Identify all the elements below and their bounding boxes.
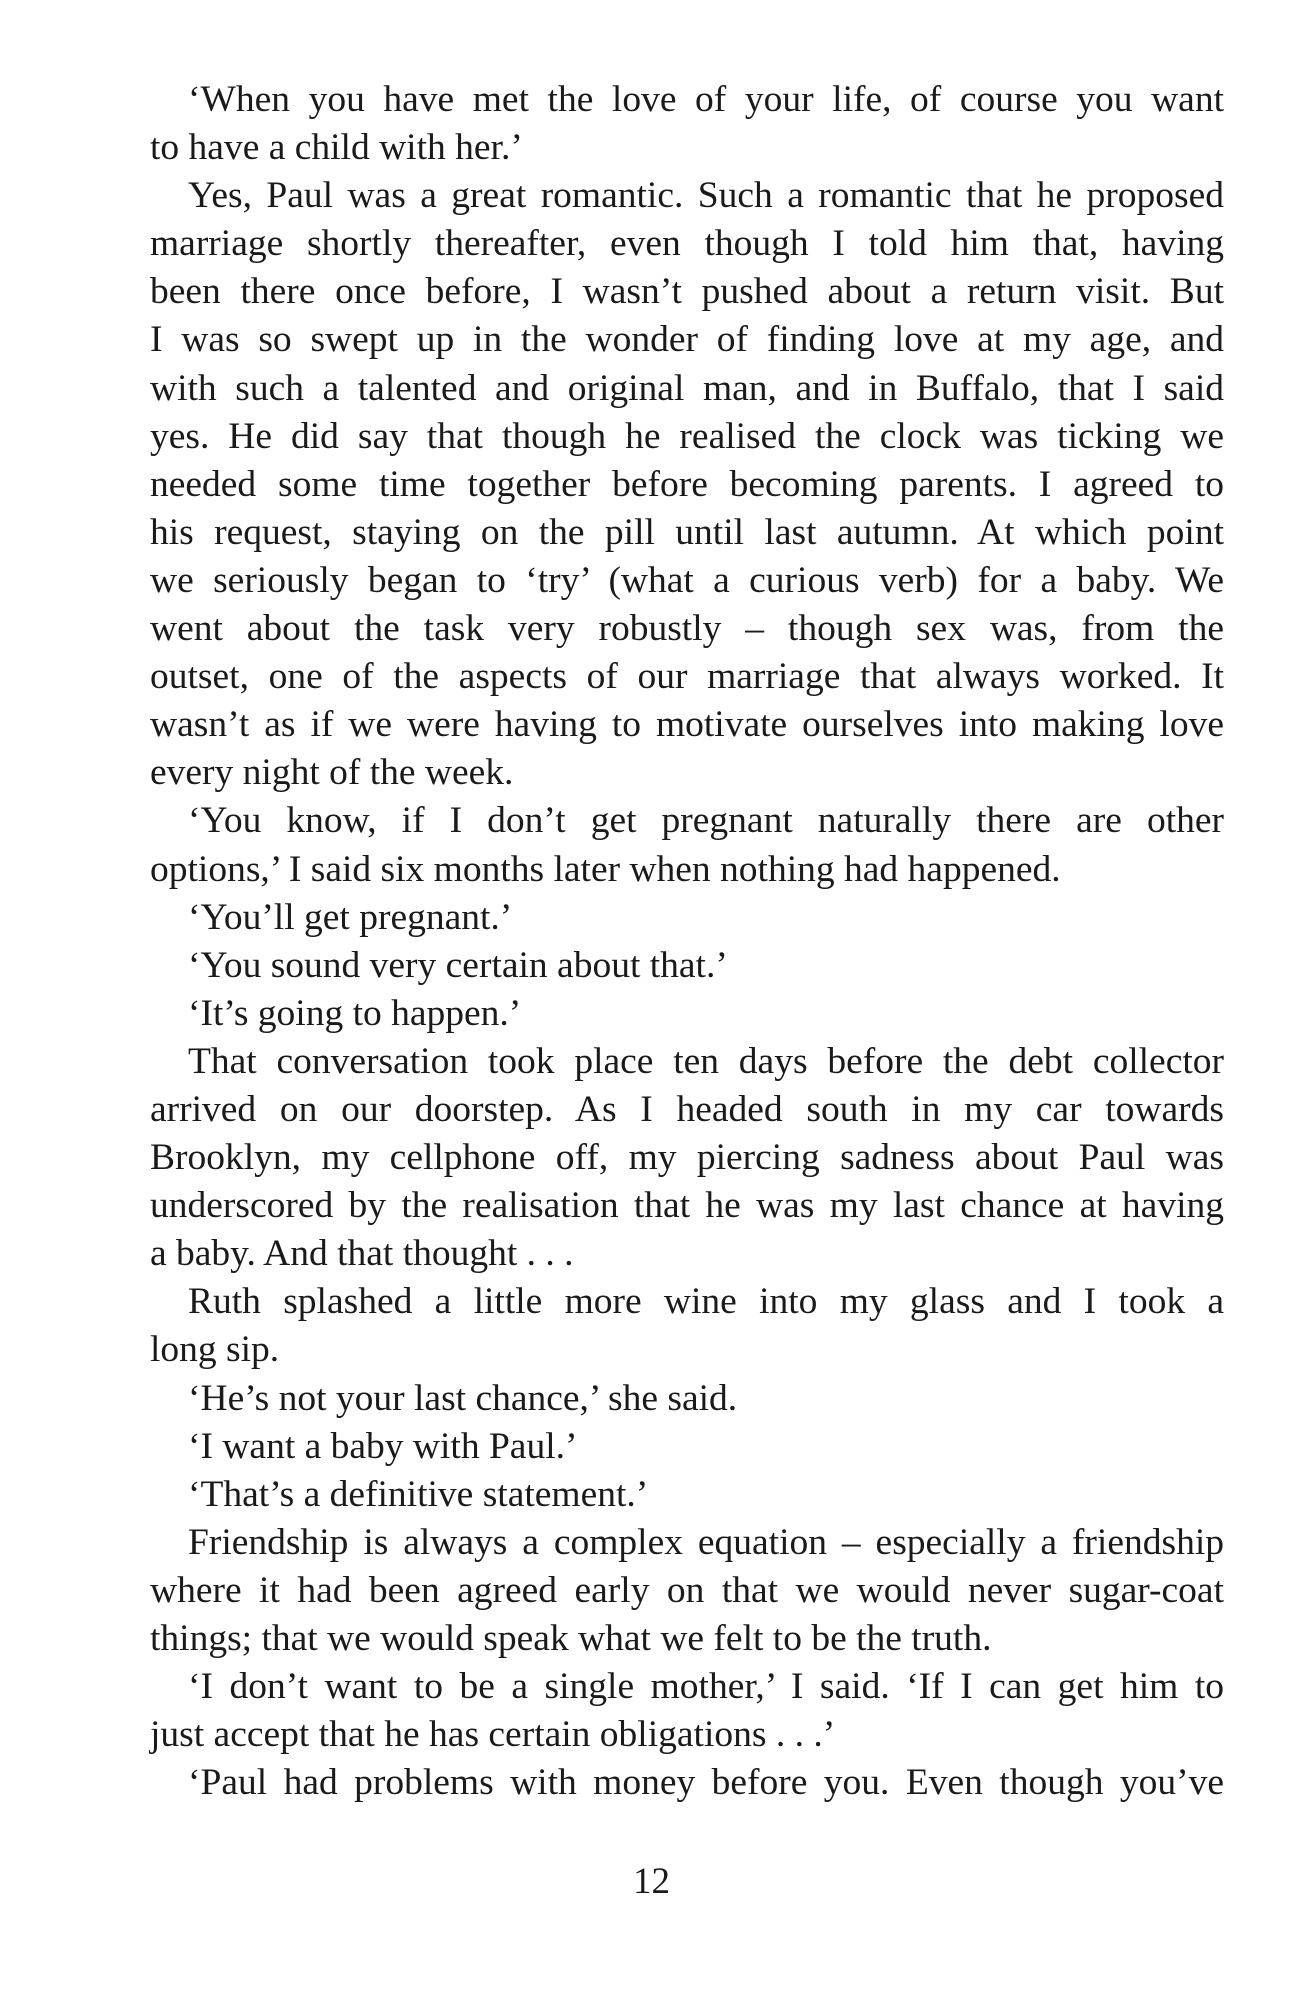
text-line: ‘Paul had problems with money before you. Even though you’ve	[188, 1762, 1224, 1804]
text-line: ‘It’s going to happen.’	[188, 992, 522, 1034]
text-line: ‘You know, if I don’t get pregnant naturally there are other	[188, 800, 1224, 842]
text-line: I was so swept up in the wonder of finding love at my age, and	[150, 319, 1224, 361]
text-line: his request, staying on the pill until last autumn. At which point	[150, 511, 1224, 553]
text-line: Yes, Paul was a great romantic. Such a romantic that he proposed	[188, 175, 1224, 217]
text-line: long sip.	[150, 1329, 280, 1371]
text-line: wasn’t as if we were having to motivate ourselves into making love	[150, 704, 1224, 746]
text-line: options,’ I said six months later when nothing had happened.	[150, 848, 1061, 890]
text-line: ‘I want a baby with Paul.’	[188, 1425, 578, 1467]
text-line: things; that we would speak what we felt to be the truth.	[150, 1618, 992, 1659]
body-text	[150, 76, 1224, 1807]
text-line: yes. He did say that though he realised the clock was ticking we	[150, 415, 1224, 457]
text-line: every night of the week.	[150, 752, 514, 794]
text-line: went about the task very robustly – though sex was, from the	[150, 608, 1224, 650]
text-line: That conversation took place ten days before the debt collector	[188, 1040, 1224, 1082]
text-line: ‘I don’t want to be a single mother,’ I said. ‘If I can get him to	[188, 1666, 1224, 1708]
text-line: arrived on our doorstep. As I headed south in my car towards	[150, 1088, 1224, 1130]
text-line: we seriously began to ‘try’ (what a curious verb) for a baby. We	[150, 559, 1224, 601]
text-line: underscored by the realisation that he was my last chance at having	[150, 1185, 1224, 1227]
text-line: needed some time together before becoming parents. I agreed to	[150, 463, 1224, 505]
page-number: 12	[633, 1861, 670, 1902]
text-line: to have a child with her.’	[150, 127, 523, 169]
text-line: ‘He’s not your last chance,’ she said.	[188, 1377, 738, 1419]
text-line: where it had been agreed early on that we would never sugar-coat	[150, 1569, 1224, 1611]
text-line: ‘That’s a definitive statement.’	[188, 1473, 649, 1515]
text-line: Friendship is always a complex equation – especially a friendship	[188, 1521, 1224, 1563]
text-line: Ruth splashed a little more wine into my glass and I took a	[188, 1281, 1224, 1323]
text-line: with such a talented and original man, and in Buffalo, that I said	[150, 367, 1224, 409]
text-line: marriage shortly thereafter, even though I told him that, having	[150, 223, 1224, 265]
text-line: outset, one of the aspects of our marriage that always worked. It	[150, 656, 1224, 698]
text-line: been there once before, I wasn’t pushed about a return visit. But	[150, 271, 1224, 313]
text-line: ‘You sound very certain about that.’	[188, 944, 728, 986]
text-line: ‘When you have met the love of your life, of course you want	[188, 79, 1224, 120]
text-line: ‘You’ll get pregnant.’	[188, 896, 513, 938]
text-line: a baby. And that thought . . .	[150, 1233, 574, 1275]
text-line: Brooklyn, my cellphone off, my piercing sadness about Paul was	[150, 1137, 1224, 1179]
text-line: just accept that he has certain obligations . . .’	[150, 1714, 836, 1756]
